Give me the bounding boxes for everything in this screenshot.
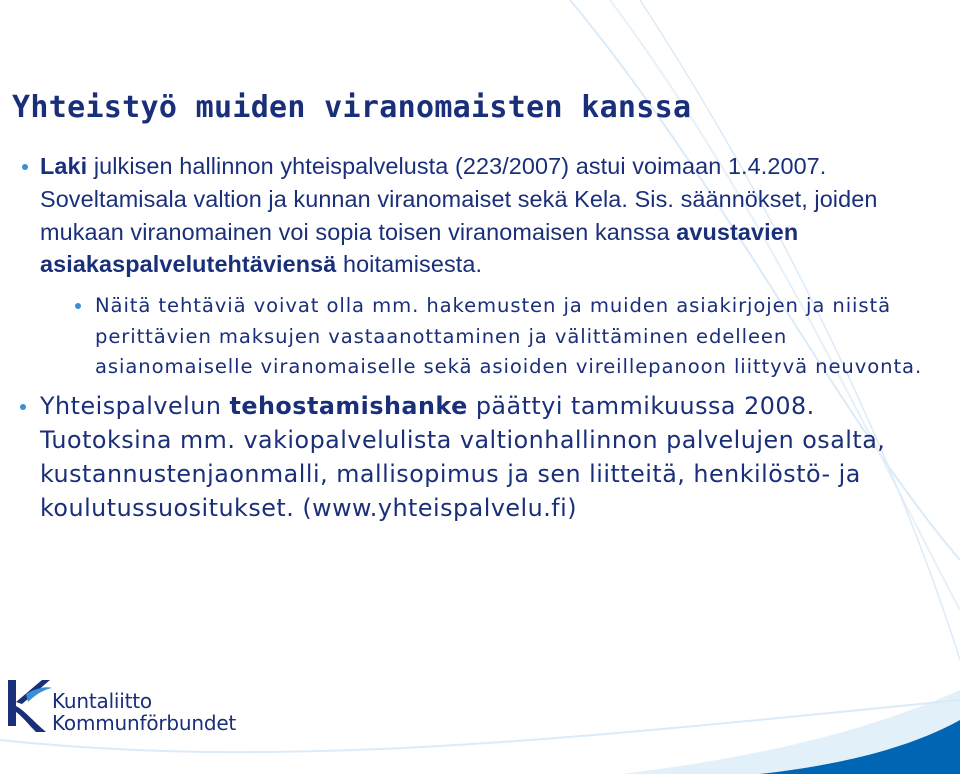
bullet-project-text-a: Yhteispalvelun <box>40 391 230 420</box>
logo-line-swedish: Kommunförbundet <box>52 711 237 735</box>
bullet-law-text-a: julkisen hallinnon yhteispalvelusta (223/2007) astui voimaan 1.4.2007. Soveltamisala valtion ja kunnan viranomaiset sekä Kela. Sis. säännökset, joiden mukaan viranomainen voi sopia toisen viranomaisen kanssa <box>40 153 878 245</box>
logo-wordmark <box>52 690 236 734</box>
bullet-dot-icon <box>20 404 26 410</box>
bullet-project-bold: tehostamishanke <box>229 391 468 420</box>
bullet-project-text-b: päättyi tammikuussa 2008. Tuotoksina mm. vakiopalvelulista valtionhallinnon palvelujen osalta, kustannustenjaonmalli, mallisopimus ja sen liitteitä, henkilöstö- ja koulutussuositukset. (www.yhteispalvelu.fi) <box>40 391 886 522</box>
bullet-law-bold-start: Laki <box>40 153 88 179</box>
bullet-law <box>20 150 940 281</box>
slide-title: Yhteistyö muiden viranomaisten kanssa <box>12 90 692 125</box>
bullet-law-text-b: hoitamisesta. <box>336 251 483 278</box>
logo-line-finnish: Kuntaliitto <box>52 689 152 713</box>
bullet-project <box>20 389 940 525</box>
sub-bullet-tasks <box>75 291 940 383</box>
slide-content <box>20 150 940 525</box>
bullet-law-bold-mid: avustavien asiakaspalvelutehtäviensä <box>40 218 799 278</box>
bullet-dot-icon <box>22 164 28 170</box>
bullet-dot-icon <box>75 303 81 309</box>
sub-bullet-tasks-text: Näitä tehtäviä voivat olla mm. hakemusten ja muiden asiakirjojen ja niistä perittävien maksujen vastaanottaminen ja välittäminen edelleen asianomaiselle viranomaiselle sekä asioiden vireillepanoon liittyvä neuvonta. <box>95 294 923 379</box>
